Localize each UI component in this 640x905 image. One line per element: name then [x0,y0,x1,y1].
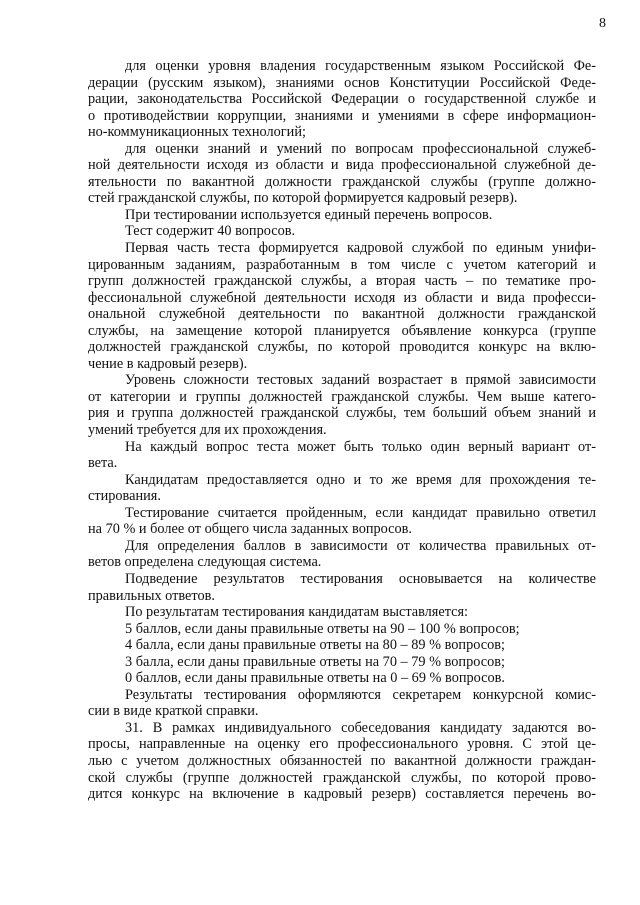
text-line: Подведение результатов тестирования основывается на количестве [125,570,596,587]
text-line: службы, на замещение которой планируется объявление конкурса (группе [88,322,596,339]
text-line: 3 балла, если даны правильные ответы на 70 – 79 % вопросов; [125,653,505,670]
text-line: ской службы (группе должностей гражданской службы, по которой прово- [88,769,596,786]
text-line: цированным заданиям, разработанным в том числе с учетом категорий и [88,256,596,273]
text-line: ветов определена следующая система. [88,554,322,571]
text-line: стирования. [88,488,161,505]
text-line: рия и группа должностей гражданской службы, тем больший объем знаний и [88,405,596,422]
text-line: вета. [88,455,118,472]
text-line: Первая часть теста формируется кадровой службой по единым унифи- [125,240,596,257]
text-line: 5 баллов, если даны правильные ответы на 90 – 100 % вопросов; [125,620,520,637]
text-line: правильных ответов. [88,587,215,604]
text-line: Тестирование считается пройденным, если кандидат правильно ответил [125,504,596,521]
text-line: На каждый вопрос теста может быть только один верный вариант от- [125,438,596,455]
text-line: стей гражданской службы, по которой формируется кадровый резерв). [88,190,518,207]
text-line: от категории и группы должностей гражданской службы. Чем выше катего- [88,388,596,405]
text-line: 31. В рамках индивидуального собеседования кандидату задаются во- [125,719,596,736]
text-line: но-коммуникационных технологий; [88,124,306,141]
text-line: для оценки уровня владения государственным языком Российской Фе- [125,58,596,74]
text-line: дится конкурс на включение в кадровый резерв) составляется перечень во- [88,786,596,803]
text-line: сии в виде краткой справки. [88,703,259,720]
text-line: для оценки знаний и умений по вопросам профессиональной служеб- [125,140,596,157]
text-line: ятельности по вакантной должности гражданской службы (группе должно- [88,173,596,190]
text-line: По результатам тестирования кандидатам выставляется: [125,604,469,621]
text-line: 4 балла, если даны правильные ответы на 80 – 89 % вопросов; [125,637,505,654]
text-line: фессиональной служебной деятельности исходя из области и вида професси- [88,289,596,306]
text-line: дерации (русским языком), знаниями основ Конституции Российской Феде- [88,74,596,91]
text-line: При тестировании используется единый перечень вопросов. [125,206,493,223]
text-line: о противодействии коррупции, знаниями и умениями в сфере информацион- [88,107,596,124]
text-line: 0 баллов, если даны правильные ответы на 0 – 69 % вопросов. [125,670,505,687]
text-line: лью с учетом должностных обязанностей по вакантной должности граждан- [88,752,596,769]
text-line: Результаты тестирования оформляются секретарем конкурсной комис- [125,686,596,703]
page-number: 8 [599,16,606,31]
text-line: должностей гражданской службы, по которой проводится конкурс на вклю- [88,339,596,356]
text-line: просы, направленные на оценку его профессионального уровня. С этой це- [88,736,596,753]
text-line: на 70 % и более от общего числа заданных вопросов. [88,521,412,538]
text-line: групп должностей гражданской службы, а вторая часть – по тематике про- [88,273,596,290]
text-line: Кандидатам предоставляется одно и то же время для прохождения те- [125,471,596,488]
text-line: Уровень сложности тестовых заданий возрастает в прямой зависимости [125,372,596,389]
text-line: чение в кадровый резерв). [88,355,248,372]
text-line: ональной служебной деятельности по вакантной должности гражданской [88,306,596,323]
text-line: ной деятельности исходя из области и вида профессиональной служебной де- [88,157,596,174]
text-line: Тест содержит 40 вопросов. [125,223,296,240]
body-text [88,58,596,803]
text-line: Для определения баллов в зависимости от количества правильных от- [125,537,596,554]
text-line: рации, законодательства Российской Федерации о государственной службе и [88,91,596,108]
text-line: умений требуется для их прохождения. [88,422,327,439]
